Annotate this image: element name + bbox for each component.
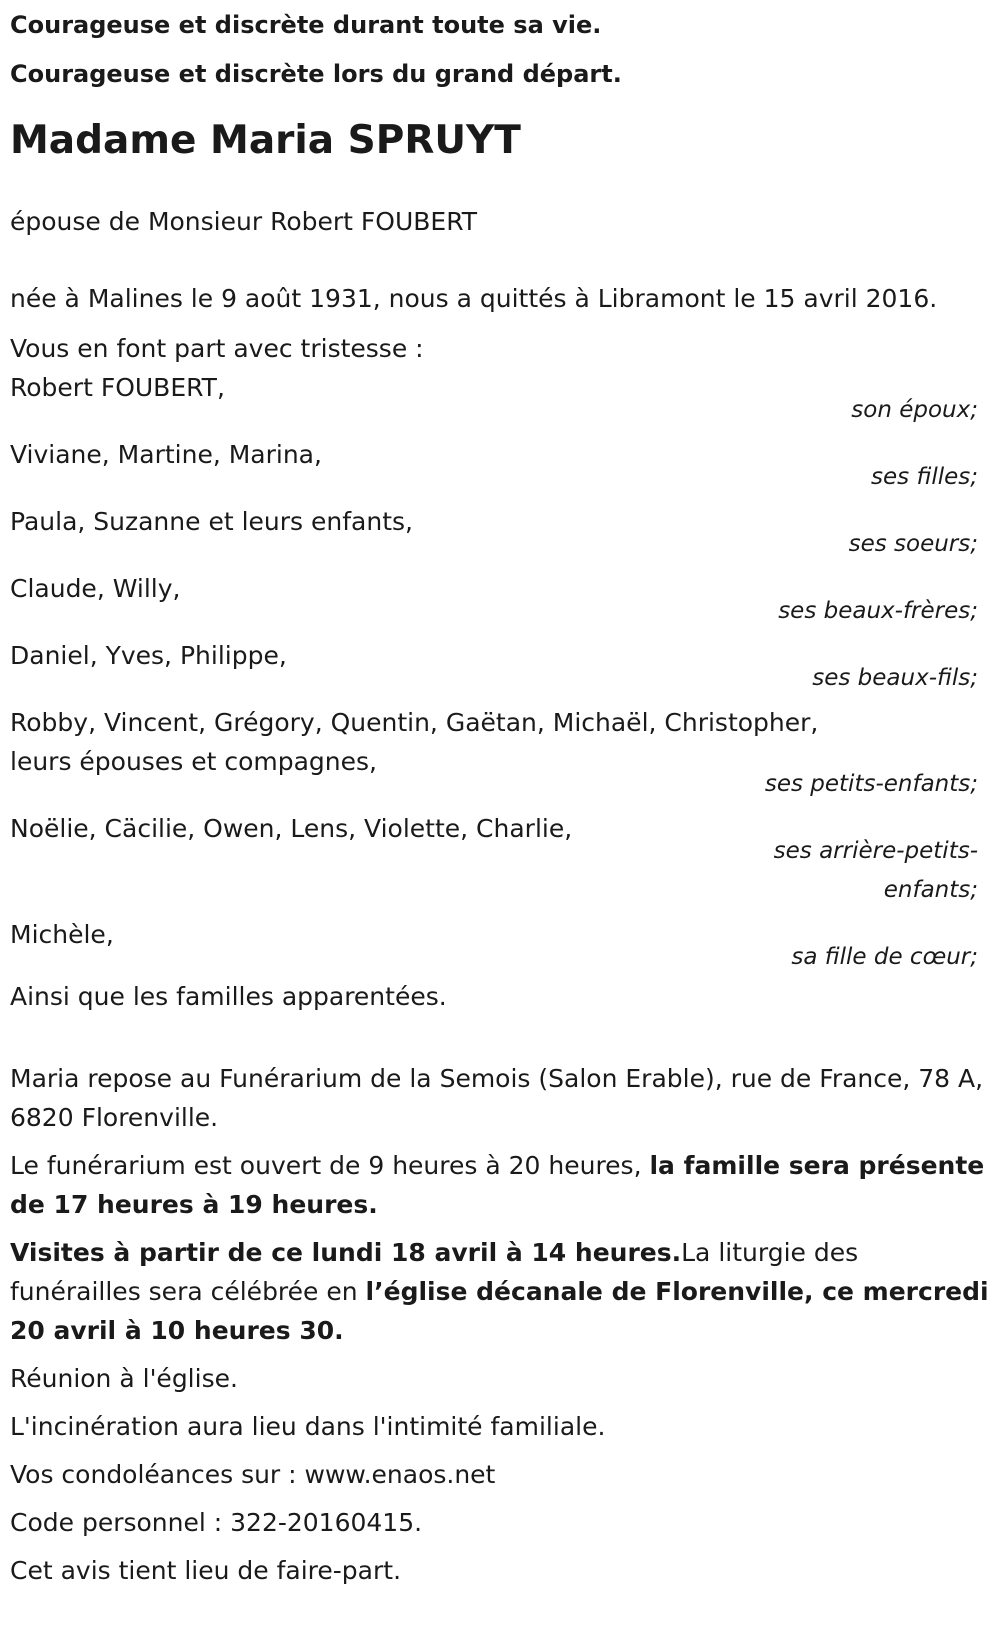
- liturgy-place-text: l’église décanale de Florenville, ce mercredi 20 avril à 10 heures 30.: [10, 1277, 989, 1345]
- member-relation: son époux;: [851, 397, 978, 423]
- member-relation: ses petits-enfants;: [764, 771, 978, 797]
- member-relation: ses beaux-frères;: [778, 598, 978, 624]
- notice-line: Cet avis tient lieu de faire-part.: [10, 1556, 402, 1585]
- family-member: [10, 502, 990, 564]
- member-relation: ses soeurs;: [848, 531, 978, 557]
- opening-hours: [10, 1146, 990, 1224]
- member-names: Viviane, Martine, Marina,: [10, 440, 322, 469]
- family-member: [10, 636, 990, 698]
- meeting-line: Réunion à l'église.: [10, 1364, 238, 1393]
- family-member: [10, 703, 990, 804]
- member-relation: ses filles;: [871, 464, 978, 490]
- family-presence-text: la famille sera présente de 17 heures à 19 heures.: [10, 1151, 985, 1219]
- member-relation: ses arrière-petits-enfants;: [773, 838, 978, 903]
- member-names: Robby, Vincent, Grégory, Quentin, Gaëtan, Michaël, Christopher,: [10, 708, 819, 737]
- funeral-home-location: Maria repose au Funérarium de la Semois (Salon Erable), rue de France, 78 A, 6820 Florenville.: [10, 1064, 984, 1132]
- intro-line-2: Courageuse et discrète lors du grand départ.: [10, 60, 622, 88]
- member-relation: sa fille de cœur;: [791, 944, 978, 970]
- deceased-name: Madame Maria SPRUYT: [10, 118, 521, 163]
- birth-death-line: née à Malines le 9 août 1931, nous a quittés à Libramont le 15 avril 2016.: [10, 284, 938, 313]
- family-member: [10, 435, 990, 497]
- personal-code-line: Code personnel : 322-20160415.: [10, 1508, 423, 1537]
- cremation-line: L'incinération aura lieu dans l'intimité familiale.: [10, 1412, 606, 1441]
- obituary-notice: [0, 11, 1000, 1590]
- visits-text: Visites à partir de ce lundi 18 avril à 14 heures.: [10, 1238, 682, 1267]
- spouse-line: épouse de Monsieur Robert FOUBERT: [10, 207, 478, 236]
- member-names: Robert FOUBERT,: [10, 373, 225, 402]
- condolences-line: Vos condoléances sur : www.enaos.net: [10, 1460, 496, 1489]
- member-names: Noëlie, Cäcilie, Owen, Lens, Violette, Charlie,: [10, 814, 573, 843]
- announce-line: Vous en font part avec tristesse :: [10, 334, 424, 363]
- member-relation: ses beaux-fils;: [812, 665, 978, 691]
- member-names: Michèle,: [10, 920, 114, 949]
- member-names: Daniel, Yves, Philippe,: [10, 641, 287, 670]
- other-families-line: Ainsi que les familles apparentées.: [10, 982, 447, 1011]
- family-member: [10, 809, 990, 910]
- opening-hours-text: Le funérarium est ouvert de 9 heures à 20 heures,: [10, 1151, 650, 1180]
- member-names: Claude, Willy,: [10, 574, 181, 603]
- family-member: [10, 368, 990, 430]
- family-member: [10, 915, 990, 977]
- member-names: Paula, Suzanne et leurs enfants,: [10, 507, 413, 536]
- liturgy-text: La liturgie des funérailles sera célébrée en: [10, 1238, 859, 1306]
- intro-line-1: Courageuse et discrète durant toute sa vie.: [10, 11, 602, 39]
- member-names-continued: leurs épouses et compagnes,: [10, 747, 377, 776]
- family-member: [10, 569, 990, 631]
- visits-and-liturgy: [10, 1233, 990, 1350]
